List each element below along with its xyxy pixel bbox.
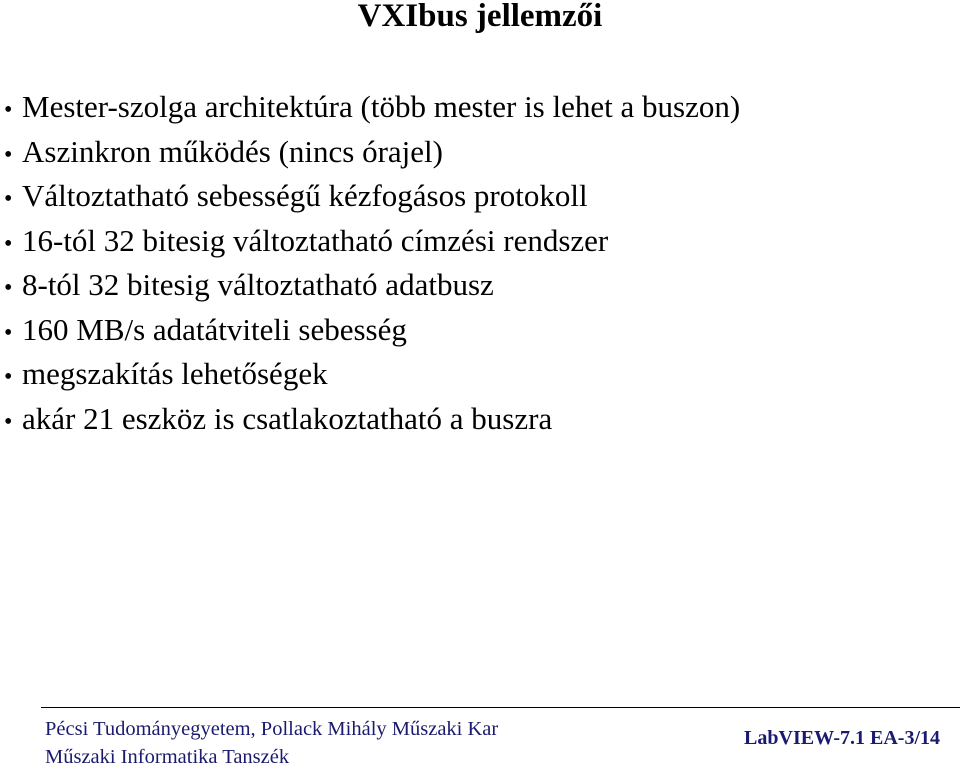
list-item: [4, 308, 740, 353]
list-item: [4, 174, 740, 219]
footer-institution: Pécsi Tudományegyetem, Pollack Mihály Műszaki Kar: [45, 718, 499, 740]
list-item: [4, 352, 740, 397]
bullet-text: 16-tól 32 bitesig változtatható címzési rendszer: [22, 222, 609, 258]
list-item: [4, 130, 740, 175]
bullet-icon: •: [4, 186, 13, 212]
bullet-text: Változtatható sebességű kézfogásos protokoll: [22, 178, 588, 213]
list-item: [4, 397, 740, 442]
footer-divider: [41, 707, 960, 708]
bullet-list: [4, 85, 740, 441]
bullet-icon: •: [4, 230, 13, 257]
bullet-icon: •: [4, 408, 13, 435]
bullet-icon: •: [4, 275, 13, 301]
bullet-icon: •: [4, 97, 13, 123]
footer-page-label: LabVIEW-7.1 EA-3/14: [744, 727, 940, 749]
list-item: [4, 85, 740, 130]
bullet-icon: •: [4, 141, 13, 168]
bullet-icon: •: [4, 364, 13, 390]
bullet-text: 160 MB/s adatátviteli sebesség: [22, 311, 407, 347]
list-item: [4, 219, 740, 264]
footer-department: Műszaki Informatika Tanszék: [45, 746, 290, 768]
bullet-text: Mester-szolga architektúra (több mester is lehet a buszon): [22, 89, 741, 124]
footer-institution-block: [45, 715, 498, 771]
bullet-text: megszakítás lehetőségek: [22, 356, 328, 391]
bullet-text: 8-tól 32 bitesig változtatható adatbusz: [22, 267, 494, 302]
list-item: [4, 263, 740, 308]
bullet-text: Aszinkron működés (nincs órajel): [22, 133, 443, 169]
bullet-icon: •: [4, 319, 13, 346]
slide-title: VXIbus jellemzői: [357, 0, 603, 34]
bullet-text: akár 21 eszköz is csatlakoztatható a buszra: [22, 400, 553, 436]
